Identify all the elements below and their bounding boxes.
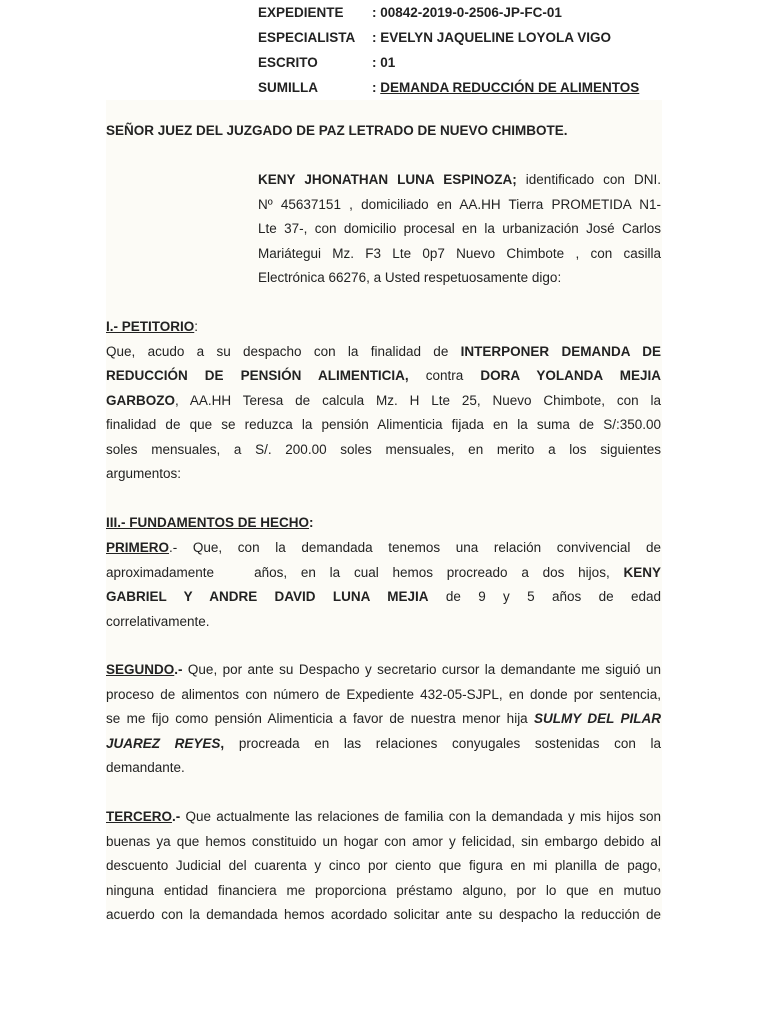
header-escrito: ESCRITO : 01 — [258, 55, 396, 70]
segundo-paragraph: SEGUNDO.- Que, por ante su Despacho y secretario cursor la demandante me siguió un proceso de alimentos con número de Expediente 432-05-SJPL, en donde por sentencia, se me fijo como pensión Alimenticia a favor de nuestra menor hija SULMY DEL PILAR JUAREZ REYES, procreada en las relaciones conyugales sostenidas con la demandante. — [106, 662, 661, 775]
case-header — [258, 0, 639, 100]
header-expediente: EXPEDIENTE : 00842-2019-0-2506-JP-FC-01 — [258, 5, 562, 20]
intro-paragraph: KENY JHONATHAN LUNA ESPINOZA; identificado con DNI. Nº 45637151 , domiciliado en AA.HH Tierra PROMETIDA N1- Lte 37-, con domicilio procesal en la urbanización José Carlos Mariátegui Mz. F3 Lte 0p7 Nuevo Chimbote , con casilla Electrónica 66276, a Usted respetuosamente digo: — [258, 172, 661, 285]
petitorio-section: I.- PETITORIO: Que, acudo a su despacho con la finalidad de INTERPONER DEMANDA DE REDUCCIÓN DE PENSIÓN ALIMENTICIA, contra DORA YOLANDA MEJIA GARBOZO, AA.HH Teresa de calcula Mz. H Lte 25, Nuevo Chimbote, con la finalidad de que se reduzca la pensión Alimenticia fijada en la suma de S/:350.00 soles mensuales, a S/. 200.00 soles mensuales, en merito a los siguientes argumentos: — [106, 319, 661, 481]
addressee: SEÑOR JUEZ DEL JUZGADO DE PAZ LETRADO DE NUEVO CHIMBOTE. — [106, 123, 568, 138]
primero-paragraph: PRIMERO.- Que, con la demandada tenemos una relación convivencial de aproximadamente años, en la cual hemos procreado a dos hijos, KENY GABRIEL Y ANDRE DAVID LUNA MEJIA de 9 y 5 años de edad correlativamente. — [106, 540, 661, 629]
tercero-paragraph: TERCERO.- Que actualmente las relaciones de familia con la demandada y mis hijos son buenas ya que hemos constituido un hogar con amor y felicidad, sin embargo debido al descuento Judicial del cuarenta y cinco por ciento que figura en mi planilla de pago, ninguna entidad financiera me proporciona préstamo alguno, por lo que en mutuo acuerdo con la demandada hemos acordado solicitar ante su despacho la reducción de — [106, 809, 661, 922]
header-sumilla: SUMILLA : DEMANDA REDUCCIÓN DE ALIMENTOS — [258, 80, 640, 95]
header-especialista: ESPECIALISTA : EVELYN JAQUELINE LOYOLA VIGO — [258, 30, 612, 45]
fundamentos-heading: III.- FUNDAMENTOS DE HECHO: — [106, 515, 314, 530]
